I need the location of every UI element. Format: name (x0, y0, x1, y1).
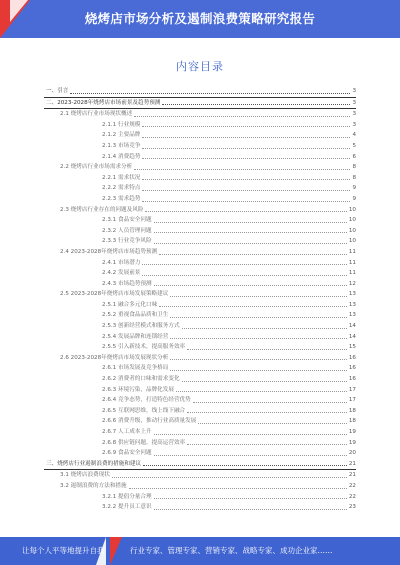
toc-page-number: 21 (348, 460, 356, 467)
toc-entry-text: 一、引言 (46, 88, 69, 94)
toc-entry[interactable] (44, 300, 356, 311)
toc-page-number: 9 (352, 185, 356, 192)
toc-entry[interactable] (44, 141, 356, 152)
toc-page-number: 10 (348, 227, 356, 234)
toc-entry[interactable] (44, 332, 356, 343)
toc-entry-text: 2.5 2023-2028年烧烤店市场发展策略建议 (60, 291, 169, 298)
toc-leader-dots (142, 178, 350, 180)
toc-entry-text: 2.5.4 发展品牌和连锁经营 (102, 333, 169, 340)
toc-leader-dots (187, 348, 347, 350)
toc-page-number: 22 (348, 482, 356, 489)
toc-entry[interactable] (44, 152, 356, 163)
toc-page-number: 3 (352, 121, 356, 128)
toc-entry[interactable] (44, 353, 356, 364)
toc-entry-text: 2.3 烧烤店行业存在的问题及风险 (60, 206, 144, 213)
toc-leader-dots (154, 454, 347, 456)
toc-entry[interactable] (44, 98, 356, 110)
toc-entry-text: 2.6.4 竞争态势，打造特色经营优势 (102, 397, 191, 404)
toc-leader-dots (182, 327, 347, 329)
toc-entry-text: 2.2.1 需求状况 (102, 174, 141, 181)
toc-leader-dots (154, 508, 347, 510)
toc-entry-text: 2.2.2 需求特点 (102, 185, 141, 192)
toc-entry[interactable] (44, 395, 356, 406)
toc-entry[interactable] (44, 205, 356, 216)
toc-entry[interactable] (44, 321, 356, 332)
toc-entry[interactable] (44, 258, 356, 269)
toc-page-number: 6 (352, 153, 356, 160)
toc-leader-dots (170, 316, 347, 318)
toc-entry-text: 2.6.6 消费升级，推动行业高质量发展 (102, 418, 197, 425)
toc-page-number: 17 (348, 386, 356, 393)
toc-entry-text: 2.4.1 市场潜力 (102, 259, 141, 266)
toc-entry-text: 2.1.2 主要品牌 (102, 132, 141, 139)
toc-page-number: 22 (348, 493, 356, 500)
toc-entry-text: 2.6.1 市场发展及竞争格局 (102, 365, 169, 372)
toc-entry-text: 2.4.3 市场趋势预测 (102, 280, 152, 287)
toc-leader-dots (142, 125, 350, 127)
toc-page-number: 12 (348, 280, 356, 287)
toc-leader-dots (162, 103, 350, 105)
toc-entry[interactable] (44, 363, 356, 374)
toc-leader-dots (170, 295, 347, 297)
toc-entry-text: 2.5.5 引入新技术，提高服务效率 (102, 344, 186, 351)
toc-leader-dots (154, 284, 347, 286)
toc-entry-text: 2.1 烧烤店行业市场现状概述 (60, 111, 133, 118)
toc-page-number: 10 (348, 206, 356, 213)
toc-entry-text: 3.2 遏制浪费的方法和措施 (60, 482, 127, 489)
toc-entry-text: 二、2023-2028年烧烤店市场前景及趋势预测 (46, 99, 161, 106)
toc-entry[interactable] (44, 427, 356, 438)
toc-entry[interactable] (44, 162, 356, 173)
toc-entry-text: 2.6.3 环境污染，品牌化发展 (102, 386, 174, 393)
toc-entry[interactable] (44, 130, 356, 141)
toc-entry-text: 2.3.1 食品安全问题 (102, 217, 152, 224)
toc-entry-text: 2.5.1 融合多元化口味 (102, 301, 158, 308)
toc-entry-text: 2.6.9 食品安全问题 (102, 450, 152, 457)
toc-entry-text: 2.6.5 互联网思维，线上线下融合 (102, 407, 186, 414)
toc-leader-dots (142, 274, 346, 276)
toc-entry-text: 2.1.1 行业规模 (102, 121, 141, 128)
toc-leader-dots (142, 263, 346, 265)
toc-page-number: 17 (348, 397, 356, 404)
toc-leader-dots (142, 136, 350, 138)
footer-white-slash (96, 537, 106, 565)
toc-leader-dots (154, 497, 347, 499)
toc-entry[interactable] (44, 215, 356, 226)
toc-page-number: 8 (352, 164, 356, 171)
toc-page-number: 11 (348, 248, 356, 255)
toc-page-number: 18 (348, 407, 356, 414)
toc-entry[interactable] (44, 173, 356, 184)
toc-leader-dots (170, 369, 347, 371)
toc-entry-text: 2.6.2 消费者的口味和需求变化 (102, 376, 180, 383)
toc-entry-text: 3.2.1 提倡分量合理 (102, 493, 152, 500)
toc-entry-text: 3.2.2 提升员工意识 (102, 504, 152, 511)
toc-entry-text: 2.2.3 需求趋势 (102, 195, 141, 202)
toc-page-number: 20 (348, 450, 356, 457)
toc-page-number: 23 (348, 504, 356, 511)
toc-leader-dots (143, 464, 347, 466)
toc-entry-text: 2.5.2 重视食品品质和卫生 (102, 312, 169, 319)
toc-entry[interactable] (44, 279, 356, 290)
toc-entry-text: 2.3.2 人员管理问题 (102, 227, 152, 234)
toc-leader-dots (154, 231, 347, 233)
page-footer (0, 537, 400, 565)
toc-page-number: 10 (348, 238, 356, 245)
toc-entry-text: 2.4 2023-2028年烧烤店市场趋势预测 (60, 248, 158, 255)
toc-entry[interactable] (44, 268, 356, 279)
toc-page-number: 13 (348, 301, 356, 308)
footer-experts: 行业专家、管理专家、营销专家、战略专家、成功企业家…… (130, 546, 333, 555)
toc-page-number: 8 (352, 174, 356, 181)
toc-leader-dots (187, 411, 347, 413)
toc-entry-text: 2.4.2 发展前景 (102, 270, 141, 277)
page-header (0, 0, 400, 38)
toc-page-number: 14 (348, 323, 356, 330)
toc-leader-dots (182, 380, 347, 382)
toc-entry-text: 2.6 2023-2028年烧烤店市场发展现状分析 (60, 354, 169, 361)
toc-page-number: 5 (352, 142, 356, 149)
toc-entry[interactable] (44, 438, 356, 449)
toc-leader-dots (154, 433, 347, 435)
table-of-contents (44, 86, 356, 513)
toc-leader-dots (142, 200, 350, 202)
toc-entry-text: 2.2 烧烤店行业市场需求分析 (60, 164, 133, 171)
toc-leader-dots (142, 147, 350, 149)
toc-page-number: 16 (348, 376, 356, 383)
toc-page-number: 3 (352, 99, 356, 106)
toc-entry[interactable] (44, 86, 356, 98)
toc-leader-dots (193, 401, 347, 403)
toc-page-number: 14 (348, 333, 356, 340)
toc-leader-dots (159, 253, 347, 255)
toc-entry[interactable] (44, 448, 356, 459)
toc-entry[interactable] (44, 481, 356, 492)
toc-page-number: 11 (348, 270, 356, 277)
toc-entry-text: 2.1.3 市场竞争 (102, 142, 141, 149)
toc-entry[interactable] (44, 342, 356, 353)
toc-leader-dots (187, 443, 347, 445)
toc-entry[interactable] (44, 502, 356, 513)
toc-leader-dots (142, 157, 350, 159)
toc-leader-dots (129, 487, 347, 489)
toc-entry-text: 2.3.3 行业竞争风险 (102, 238, 152, 245)
toc-entry[interactable] (44, 289, 356, 300)
toc-page-number: 16 (348, 354, 356, 361)
toc-leader-dots (159, 305, 347, 307)
toc-page-number: 19 (348, 429, 356, 435)
toc-leader-dots (198, 422, 347, 424)
toc-page-number: 3 (352, 111, 356, 118)
toc-page-number: 21 (348, 472, 356, 479)
toc-entry[interactable] (44, 416, 356, 427)
toc-leader-dots (134, 168, 350, 170)
toc-page-number: 13 (348, 312, 356, 319)
toc-leader-dots (154, 242, 347, 244)
toc-leader-dots (134, 115, 350, 117)
report-title: 烧烤店市场分析及遏制浪费策略研究报告 (84, 11, 316, 26)
toc-page-number: 4 (352, 132, 356, 139)
toc-entry-text: 2.6.7 人工成本上升 (102, 429, 152, 435)
toc-entry[interactable] (44, 247, 356, 258)
footer-red-slash (110, 537, 122, 565)
toc-entry[interactable] (44, 492, 356, 503)
toc-entry[interactable] (44, 385, 356, 396)
toc-page-number: 9 (352, 195, 356, 202)
toc-entry[interactable] (44, 183, 356, 194)
toc-leader-dots (112, 476, 347, 478)
toc-entry[interactable] (44, 236, 356, 247)
toc-entry[interactable] (44, 470, 356, 481)
toc-leader-dots (145, 210, 346, 212)
toc-entry-text: 2.6.8 供应链问题，提高运营效率 (102, 439, 186, 446)
toc-page-number: 10 (348, 217, 356, 224)
toc-entry-text: 3.1 烧烤店浪费现状 (60, 472, 110, 479)
toc-entry[interactable] (44, 109, 356, 120)
toc-entry[interactable] (44, 406, 356, 417)
toc-leader-dots (70, 92, 350, 94)
toc-entry[interactable] (44, 459, 356, 471)
toc-page-number: 15 (348, 344, 356, 351)
footer-slogan: 让每个人平等地提升自我 (22, 546, 105, 555)
toc-page-number: 13 (348, 291, 356, 298)
toc-page-number: 16 (348, 365, 356, 372)
toc-leader-dots (154, 221, 347, 223)
toc-entry[interactable] (44, 310, 356, 321)
toc-leader-dots (142, 189, 350, 191)
toc-entry[interactable] (44, 226, 356, 237)
toc-entry-text: 三、烧烤店行业遏制浪费的措施和建议 (46, 460, 142, 467)
toc-entry[interactable] (44, 374, 356, 385)
toc-page-number: 3 (352, 88, 356, 94)
toc-page-number: 11 (348, 259, 356, 266)
toc-leader-dots (170, 358, 347, 360)
toc-heading: 内容目录 (176, 60, 224, 73)
toc-entry-text: 2.5.3 创新经营模式和服务方式 (102, 323, 180, 330)
toc-page-number: 18 (348, 418, 356, 425)
toc-entry-text: 2.1.4 消费趋势 (102, 153, 141, 160)
toc-leader-dots (170, 337, 347, 339)
toc-entry[interactable] (44, 120, 356, 131)
toc-page-number: 19 (348, 439, 356, 446)
toc-entry[interactable] (44, 194, 356, 205)
toc-leader-dots (176, 390, 347, 392)
